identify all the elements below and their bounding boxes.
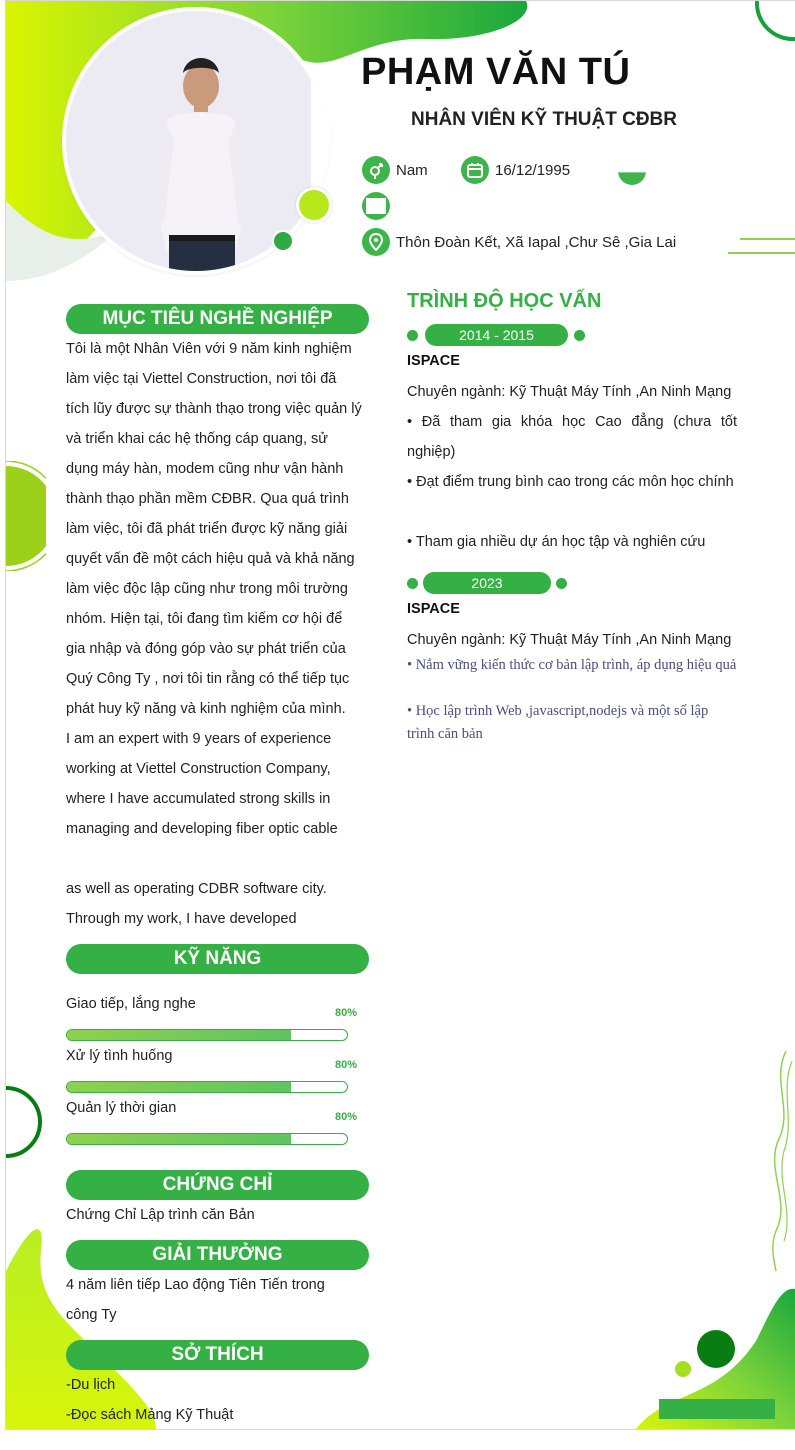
objective-line: làm việc độc lập cũng như trong môi trường <box>66 581 348 597</box>
objective-line: và triển khai các hệ thống cáp quang, sử <box>66 431 329 447</box>
location-icon <box>362 228 390 256</box>
dob-value: 16/12/1995 <box>495 161 571 179</box>
objective-line: as well as operating CDBR software city. <box>66 881 327 897</box>
award-text: 4 năm liên tiếp Lao động Tiên Tiến trong công Ty <box>66 1277 325 1323</box>
hobby-item: -Đọc sách Mảng Kỹ Thuật <box>66 1407 234 1423</box>
decor-left-circle-2 <box>6 1086 46 1161</box>
skill-bar-fill <box>67 1082 291 1092</box>
info-gender <box>362 156 428 184</box>
objective-line: dụng máy hàn, modem cũng như vận hành <box>66 461 344 477</box>
objective-line: managing and developing fiber optic cable <box>66 821 338 837</box>
hidden-icon-right <box>618 157 646 185</box>
objective-line: Quý Công Ty , nơi tôi tin rằng có thể tiếp tục <box>66 671 350 687</box>
objective-line: phát huy kỹ năng và kinh nghiệm của mình. <box>66 701 346 717</box>
education-school: ISPACE <box>407 353 460 369</box>
awards-heading: GIẢI THƯỞNG <box>66 1240 369 1270</box>
certificate-text: Chứng Chỉ Lập trình căn Bản <box>66 1207 255 1223</box>
decor-top-right-arc <box>751 1 795 45</box>
hobby-item: -Du lịch <box>66 1377 116 1393</box>
education-major: Chuyên ngành: Kỹ Thuật Máy Tính ,An Ninh Mạng <box>407 632 732 648</box>
objective-line: working at Viettel Construction Company, <box>66 761 331 777</box>
objective-line: gia nhập và đóng góp vào sự phát triển của <box>66 641 346 657</box>
objective-line: Through my work, I have developed <box>66 911 297 927</box>
decor-right-waves <box>766 1051 795 1271</box>
info-dob <box>461 156 570 184</box>
objective-text <box>66 334 371 934</box>
gender-icon <box>362 156 390 184</box>
skill-label: Quản lý thời gian <box>66 1100 177 1116</box>
timeline-dot <box>574 330 585 341</box>
skill-bar <box>66 1081 348 1093</box>
objective-line: where I have accumulated strong skills in <box>66 791 331 807</box>
education-years: 2014 - 2015 <box>425 324 568 346</box>
hidden-icon-left <box>362 192 390 220</box>
objective-line: nhóm. Hiện tại, tôi đang tìm kiếm cơ hội để <box>66 611 343 627</box>
objective-line: I am an expert with 9 years of experience <box>66 731 332 747</box>
cv-page <box>5 0 795 1430</box>
address-value: Thôn Đoàn Kết, Xã Iapal ,Chư Sê ,Gia Lai <box>396 233 677 251</box>
skill-percent: 80% <box>335 1007 358 1019</box>
education-bullet: • Đạt điểm trung bình cao trong các môn học chính <box>407 474 734 490</box>
objective-line: Tôi là một Nhân Viên với 9 năm kinh nghiệm <box>66 341 352 357</box>
skill-label: Giao tiếp, lắng nghe <box>66 996 196 1012</box>
education-school: ISPACE <box>407 601 460 617</box>
skill-bar-fill <box>67 1030 291 1040</box>
education-years: 2023 <box>423 572 551 594</box>
decor-dot-large <box>296 187 332 223</box>
job-title: NHÂN VIÊN KỸ THUẬT CĐBR <box>411 109 677 130</box>
objective-line: quyết vấn đề một cách hiệu quả và khả năng <box>66 551 355 567</box>
education-bullet: • Học lập trình Web ,javascript,nodejs và một số lập trình căn bản <box>407 703 709 742</box>
timeline-dot <box>407 330 418 341</box>
timeline-dot <box>407 578 418 589</box>
skill-percent: 80% <box>335 1059 358 1071</box>
gender-value: Nam <box>396 161 428 179</box>
objective-line: thành thạo phần mềm CĐBR. Qua quá trình <box>66 491 349 507</box>
education-bullet: • Đã tham gia khóa học Cao đẳng (chưa tốt nghiệp) <box>407 414 737 460</box>
timeline-dot <box>556 578 567 589</box>
skill-label: Xử lý tình huống <box>66 1048 173 1064</box>
decor-right-lines <box>728 233 795 257</box>
skill-bar <box>66 1029 348 1041</box>
certificates-heading: CHỨNG CHỈ <box>66 1170 369 1200</box>
skill-bar <box>66 1133 348 1145</box>
education-bullet: • Nắm vững kiến thức cơ bản lập trình, áp dụng hiệu quả <box>407 657 737 673</box>
objective-line: tích lũy được sự thành thạo trong việc quản lý <box>66 401 362 417</box>
info-address <box>362 228 676 256</box>
skills-heading: KỸ NĂNG <box>66 944 369 974</box>
decor-left-circle-1 <box>6 461 46 571</box>
candidate-name: PHẠM VĂN TÚ <box>361 51 631 93</box>
education-major: Chuyên ngành: Kỹ Thuật Máy Tính ,An Ninh Mạng <box>407 384 732 400</box>
education-heading: TRÌNH ĐỘ HỌC VẤN <box>407 290 602 312</box>
decor-bottom-right-blob <box>606 1281 795 1429</box>
skill-bar-fill <box>67 1134 291 1144</box>
objective-line: làm việc, tôi đã phát triển được kỹ năng giải <box>66 521 348 537</box>
skill-percent: 80% <box>335 1111 358 1123</box>
objective-line: làm việc tại Viettel Construction, nơi tôi đã <box>66 371 337 387</box>
education-bullet: • Tham gia nhiều dự án học tập và nghiên cứu <box>407 534 706 550</box>
decor-dot-small <box>272 230 294 252</box>
objective-heading: MỤC TIÊU NGHỀ NGHIỆP <box>66 304 369 334</box>
hobbies-heading: SỞ THÍCH <box>66 1340 369 1370</box>
calendar-icon <box>461 156 489 184</box>
